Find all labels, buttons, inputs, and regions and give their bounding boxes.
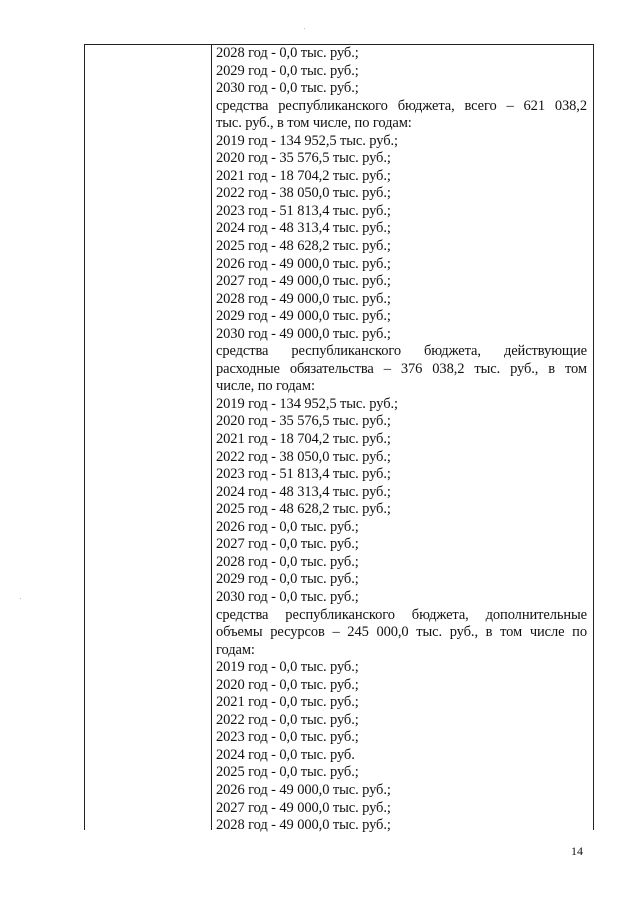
text-line: 2025 год - 48 628,2 тыс. руб.; — [216, 238, 391, 255]
text-line: 2029 год - 0,0 тыс. руб.; — [216, 62, 359, 79]
text-line: 2024 год - 0,0 тыс. руб. — [216, 746, 355, 763]
text-line: 2030 год - 49 000,0 тыс. руб.; — [216, 325, 391, 342]
text-line: числе, по годам: — [216, 378, 315, 395]
text-line: 2030 год - 0,0 тыс. руб.; — [216, 80, 359, 97]
text-line: 2024 год - 48 313,4 тыс. руб.; — [216, 220, 391, 237]
text-line: 2023 год - 51 813,4 тыс. руб.; — [216, 466, 391, 483]
text-line: 2019 год - 134 952,5 тыс. руб.; — [216, 132, 398, 149]
text-line: 2026 год - 49 000,0 тыс. руб.; — [216, 255, 391, 272]
text-line: 2023 год - 51 813,4 тыс. руб.; — [216, 202, 391, 219]
text-line: 2020 год - 35 576,5 тыс. руб.; — [216, 413, 391, 430]
table-cell-content — [216, 45, 587, 835]
text-line: 2025 год - 0,0 тыс. руб.; — [216, 764, 359, 781]
text-line: 2029 год - 0,0 тыс. руб.; — [216, 571, 359, 588]
text-line: 2021 год - 18 704,2 тыс. руб.; — [216, 167, 391, 184]
text-line: средства республиканского бюджета, дополнительные — [216, 606, 587, 623]
text-line: 2026 год - 0,0 тыс. руб.; — [216, 518, 359, 535]
text-line: 2027 год - 49 000,0 тыс. руб.; — [216, 273, 391, 290]
text-line: годам: — [216, 641, 255, 658]
text-line: объемы ресурсов – 245 000,0 тыс. руб., в том числе по — [216, 624, 587, 641]
text-line: 2021 год - 18 704,2 тыс. руб.; — [216, 431, 391, 448]
table-column-divider — [211, 44, 212, 830]
text-line: 2021 год - 0,0 тыс. руб.; — [216, 694, 359, 711]
text-line: 2019 год - 134 952,5 тыс. руб.; — [216, 395, 398, 412]
scan-speck — [20, 598, 21, 599]
text-line: тыс. руб., в том числе, по годам: — [216, 115, 412, 132]
text-line: средства республиканского бюджета, действующие — [216, 343, 587, 360]
text-line: 2019 год - 0,0 тыс. руб.; — [216, 659, 359, 676]
page-number: 14 — [571, 844, 583, 858]
text-line: 2022 год - 0,0 тыс. руб.; — [216, 711, 359, 728]
text-line: 2022 год - 38 050,0 тыс. руб.; — [216, 448, 391, 465]
text-line: 2020 год - 0,0 тыс. руб.; — [216, 676, 359, 693]
text-line: 2027 год - 0,0 тыс. руб.; — [216, 536, 359, 553]
text-line: 2028 год - 0,0 тыс. руб.; — [216, 553, 359, 570]
text-line: 2020 год - 35 576,5 тыс. руб.; — [216, 150, 391, 167]
text-line: 2029 год - 49 000,0 тыс. руб.; — [216, 308, 391, 325]
text-line: 2022 год - 38 050,0 тыс. руб.; — [216, 185, 391, 202]
text-line: 2025 год - 48 628,2 тыс. руб.; — [216, 501, 391, 518]
text-line: 2030 год - 0,0 тыс. руб.; — [216, 588, 359, 605]
text-line: 2028 год - 0,0 тыс. руб.; — [216, 45, 359, 61]
text-line: 2024 год - 48 313,4 тыс. руб.; — [216, 483, 391, 500]
text-line: средства республиканского бюджета, всего – 621 038,2 — [216, 97, 587, 114]
text-line: расходные обязательства – 376 038,2 тыс. руб., в том — [216, 360, 587, 377]
text-line: 2028 год - 49 000,0 тыс. руб.; — [216, 290, 391, 307]
text-line: 2028 год - 49 000,0 тыс. руб.; — [216, 817, 391, 834]
text-line: 2023 год - 0,0 тыс. руб.; — [216, 729, 359, 746]
text-line: 2027 год - 49 000,0 тыс. руб.; — [216, 799, 391, 816]
scan-speck — [304, 28, 305, 29]
text-line: 2026 год - 49 000,0 тыс. руб.; — [216, 781, 391, 798]
